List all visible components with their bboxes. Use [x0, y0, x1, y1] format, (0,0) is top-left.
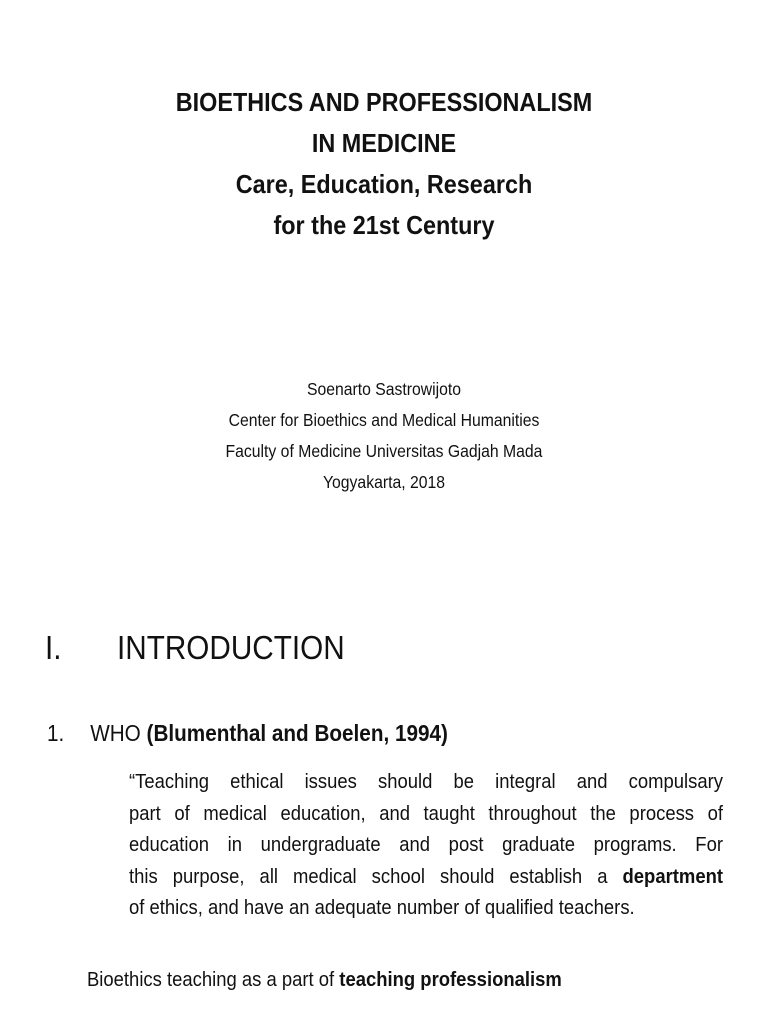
summary-line	[87, 964, 562, 996]
title-line-4: for the 21st Century	[273, 210, 495, 240]
author-place-year: Yogyakarta, 2018	[322, 472, 446, 492]
title-line-2: IN MEDICINE	[311, 128, 457, 158]
document-title	[38, 82, 729, 246]
author-center: Center for Bioethics and Medical Humanities	[228, 410, 540, 430]
quote-line-5: of ethics, and have an adequate number of qualified teachers.	[129, 896, 635, 919]
title-line-1: BIOETHICS AND PROFESSIONALISM	[175, 87, 593, 117]
author-block	[38, 374, 729, 498]
quote-line-4-text: this purpose, all medical school should establish a	[129, 864, 608, 888]
list-item-number: 1.	[47, 720, 65, 746]
section-title: INTRODUCTION	[117, 629, 345, 666]
list-item-org: WHO	[90, 720, 141, 746]
section-number: I.	[45, 629, 62, 666]
quote-emphasis: department	[622, 864, 723, 888]
author-name: Soenarto Sastrowijoto	[306, 379, 462, 399]
quote-line-2: part of medical education, and taught throughout the process of	[129, 801, 723, 825]
quote-line-1: “Teaching ethical issues should be integral and compulsary	[129, 770, 723, 793]
title-line-3: Care, Education, Research	[235, 169, 533, 199]
list-item-heading	[47, 716, 448, 750]
quote-paragraph	[129, 766, 723, 924]
quote-line-4	[129, 861, 723, 893]
summary-text: Bioethics teaching as a part of	[87, 968, 335, 991]
section-heading	[45, 626, 345, 670]
quote-line-3: education in undergraduate and post graduate programs. For	[129, 833, 723, 856]
summary-emphasis: teaching professionalism	[339, 968, 562, 991]
list-item-citation: (Blumenthal and Boelen, 1994)	[146, 720, 448, 746]
author-faculty: Faculty of Medicine Universitas Gadjah Mada	[225, 441, 543, 461]
